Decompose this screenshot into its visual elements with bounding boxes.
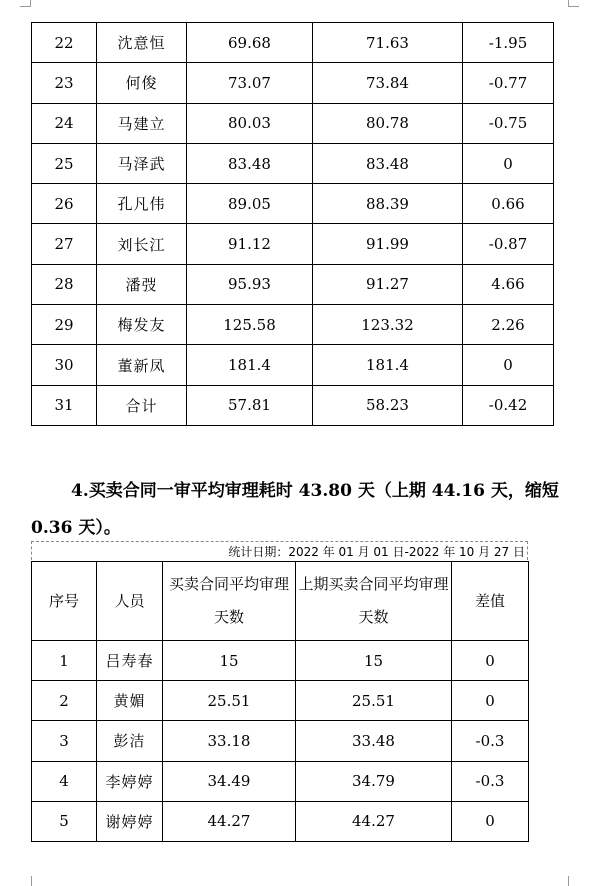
cell-diff: 2.26 — [463, 305, 554, 345]
cell-current: 80.03 — [187, 103, 313, 143]
cell-no: 22 — [32, 23, 97, 63]
cell-no: 31 — [32, 385, 97, 425]
cell-name: 沈意恒 — [97, 23, 187, 63]
cell-previous: 15 — [296, 641, 452, 681]
cell-name: 吕寿春 — [97, 641, 163, 681]
header-diff: 差值 — [452, 562, 529, 641]
cell-previous: 91.27 — [313, 264, 463, 304]
cell-name: 彭洁 — [97, 721, 163, 761]
cell-current: 44.27 — [163, 801, 296, 841]
cell-current: 15 — [163, 641, 296, 681]
cell-name: 李婷婷 — [97, 761, 163, 801]
table-row — [32, 63, 554, 103]
cell-name: 马建立 — [97, 103, 187, 143]
cell-previous: 91.99 — [313, 224, 463, 264]
cell-no: 30 — [32, 345, 97, 385]
table-row — [32, 103, 554, 143]
cell-diff: 0 — [452, 801, 529, 841]
cell-previous: 88.39 — [313, 184, 463, 224]
cell-previous: 181.4 — [313, 345, 463, 385]
table-row — [32, 641, 529, 681]
cell-previous: 44.27 — [296, 801, 452, 841]
cell-no: 27 — [32, 224, 97, 264]
cell-current: 33.18 — [163, 721, 296, 761]
cell-no: 29 — [32, 305, 97, 345]
cell-name: 孔凡伟 — [97, 184, 187, 224]
judge-duration-table-continued — [31, 22, 554, 426]
cell-no: 4 — [32, 761, 97, 801]
page-corner-mark — [568, 0, 579, 7]
cell-previous: 80.78 — [313, 103, 463, 143]
table-row — [32, 385, 554, 425]
cell-current: 83.48 — [187, 143, 313, 183]
cell-no: 3 — [32, 721, 97, 761]
table-row — [32, 681, 529, 721]
cell-diff: 0 — [463, 345, 554, 385]
cell-current: 91.12 — [187, 224, 313, 264]
cell-diff: -0.87 — [463, 224, 554, 264]
cell-name: 董新凤 — [97, 345, 187, 385]
cell-previous: 33.48 — [296, 721, 452, 761]
cell-name: 马泽武 — [97, 143, 187, 183]
table-row — [32, 345, 554, 385]
cell-diff: -1.95 — [463, 23, 554, 63]
stat-date-box — [31, 541, 528, 560]
cell-previous: 58.23 — [313, 385, 463, 425]
cell-no: 25 — [32, 143, 97, 183]
stat-date-text: 统计日期：2022 年 01 月 01 日-2022 年 10 月 27 日 — [228, 545, 525, 559]
header-previous-days: 上期买卖合同平均审理天数 — [296, 562, 452, 641]
table-row — [32, 224, 554, 264]
table-row — [32, 801, 529, 841]
table-row — [32, 23, 554, 63]
table-row — [32, 264, 554, 304]
cell-current: 89.05 — [187, 184, 313, 224]
cell-previous: 25.51 — [296, 681, 452, 721]
cell-diff: -0.42 — [463, 385, 554, 425]
cell-no: 24 — [32, 103, 97, 143]
cell-current: 125.58 — [187, 305, 313, 345]
cell-current: 95.93 — [187, 264, 313, 304]
cell-name: 刘长江 — [97, 224, 187, 264]
cell-current: 57.81 — [187, 385, 313, 425]
cell-name: 黄媚 — [97, 681, 163, 721]
cell-previous: 73.84 — [313, 63, 463, 103]
cell-no: 5 — [32, 801, 97, 841]
cell-diff: 0 — [463, 143, 554, 183]
page-corner-mark — [20, 0, 31, 7]
table-row — [32, 721, 529, 761]
cell-current: 25.51 — [163, 681, 296, 721]
cell-name: 谢婷婷 — [97, 801, 163, 841]
cell-no: 28 — [32, 264, 97, 304]
cell-name: 何俊 — [97, 63, 187, 103]
page-corner-mark — [568, 876, 580, 886]
cell-no: 1 — [32, 641, 97, 681]
cell-previous: 83.48 — [313, 143, 463, 183]
sales-contract-duration-table — [31, 561, 529, 842]
cell-previous: 123.32 — [313, 305, 463, 345]
cell-current: 34.49 — [163, 761, 296, 801]
header-person: 人员 — [97, 562, 163, 641]
cell-diff: 4.66 — [463, 264, 554, 304]
table-row — [32, 305, 554, 345]
table-row — [32, 143, 554, 183]
cell-no: 23 — [32, 63, 97, 103]
cell-no: 2 — [32, 681, 97, 721]
cell-previous: 34.79 — [296, 761, 452, 801]
cell-diff: 0.66 — [463, 184, 554, 224]
cell-current: 181.4 — [187, 345, 313, 385]
cell-diff: -0.3 — [452, 761, 529, 801]
cell-previous: 71.63 — [313, 23, 463, 63]
table-header-row — [32, 562, 529, 641]
cell-name: 潘弢 — [97, 264, 187, 304]
cell-no: 26 — [32, 184, 97, 224]
cell-diff: 0 — [452, 681, 529, 721]
table-row — [32, 761, 529, 801]
cell-current: 69.68 — [187, 23, 313, 63]
section-heading: 4.买卖合同一审平均审理耗时 43.80 天（上期 44.16 天，缩短 0.36 天）。 — [31, 481, 559, 538]
cell-name: 合计 — [97, 385, 187, 425]
table-row — [32, 184, 554, 224]
cell-diff: -0.3 — [452, 721, 529, 761]
page-corner-mark — [20, 876, 32, 886]
cell-diff: -0.75 — [463, 103, 554, 143]
header-no: 序号 — [32, 562, 97, 641]
cell-name: 梅发友 — [97, 305, 187, 345]
cell-current: 73.07 — [187, 63, 313, 103]
header-current-days: 买卖合同平均审理天数 — [163, 562, 296, 641]
cell-diff: 0 — [452, 641, 529, 681]
cell-diff: -0.77 — [463, 63, 554, 103]
